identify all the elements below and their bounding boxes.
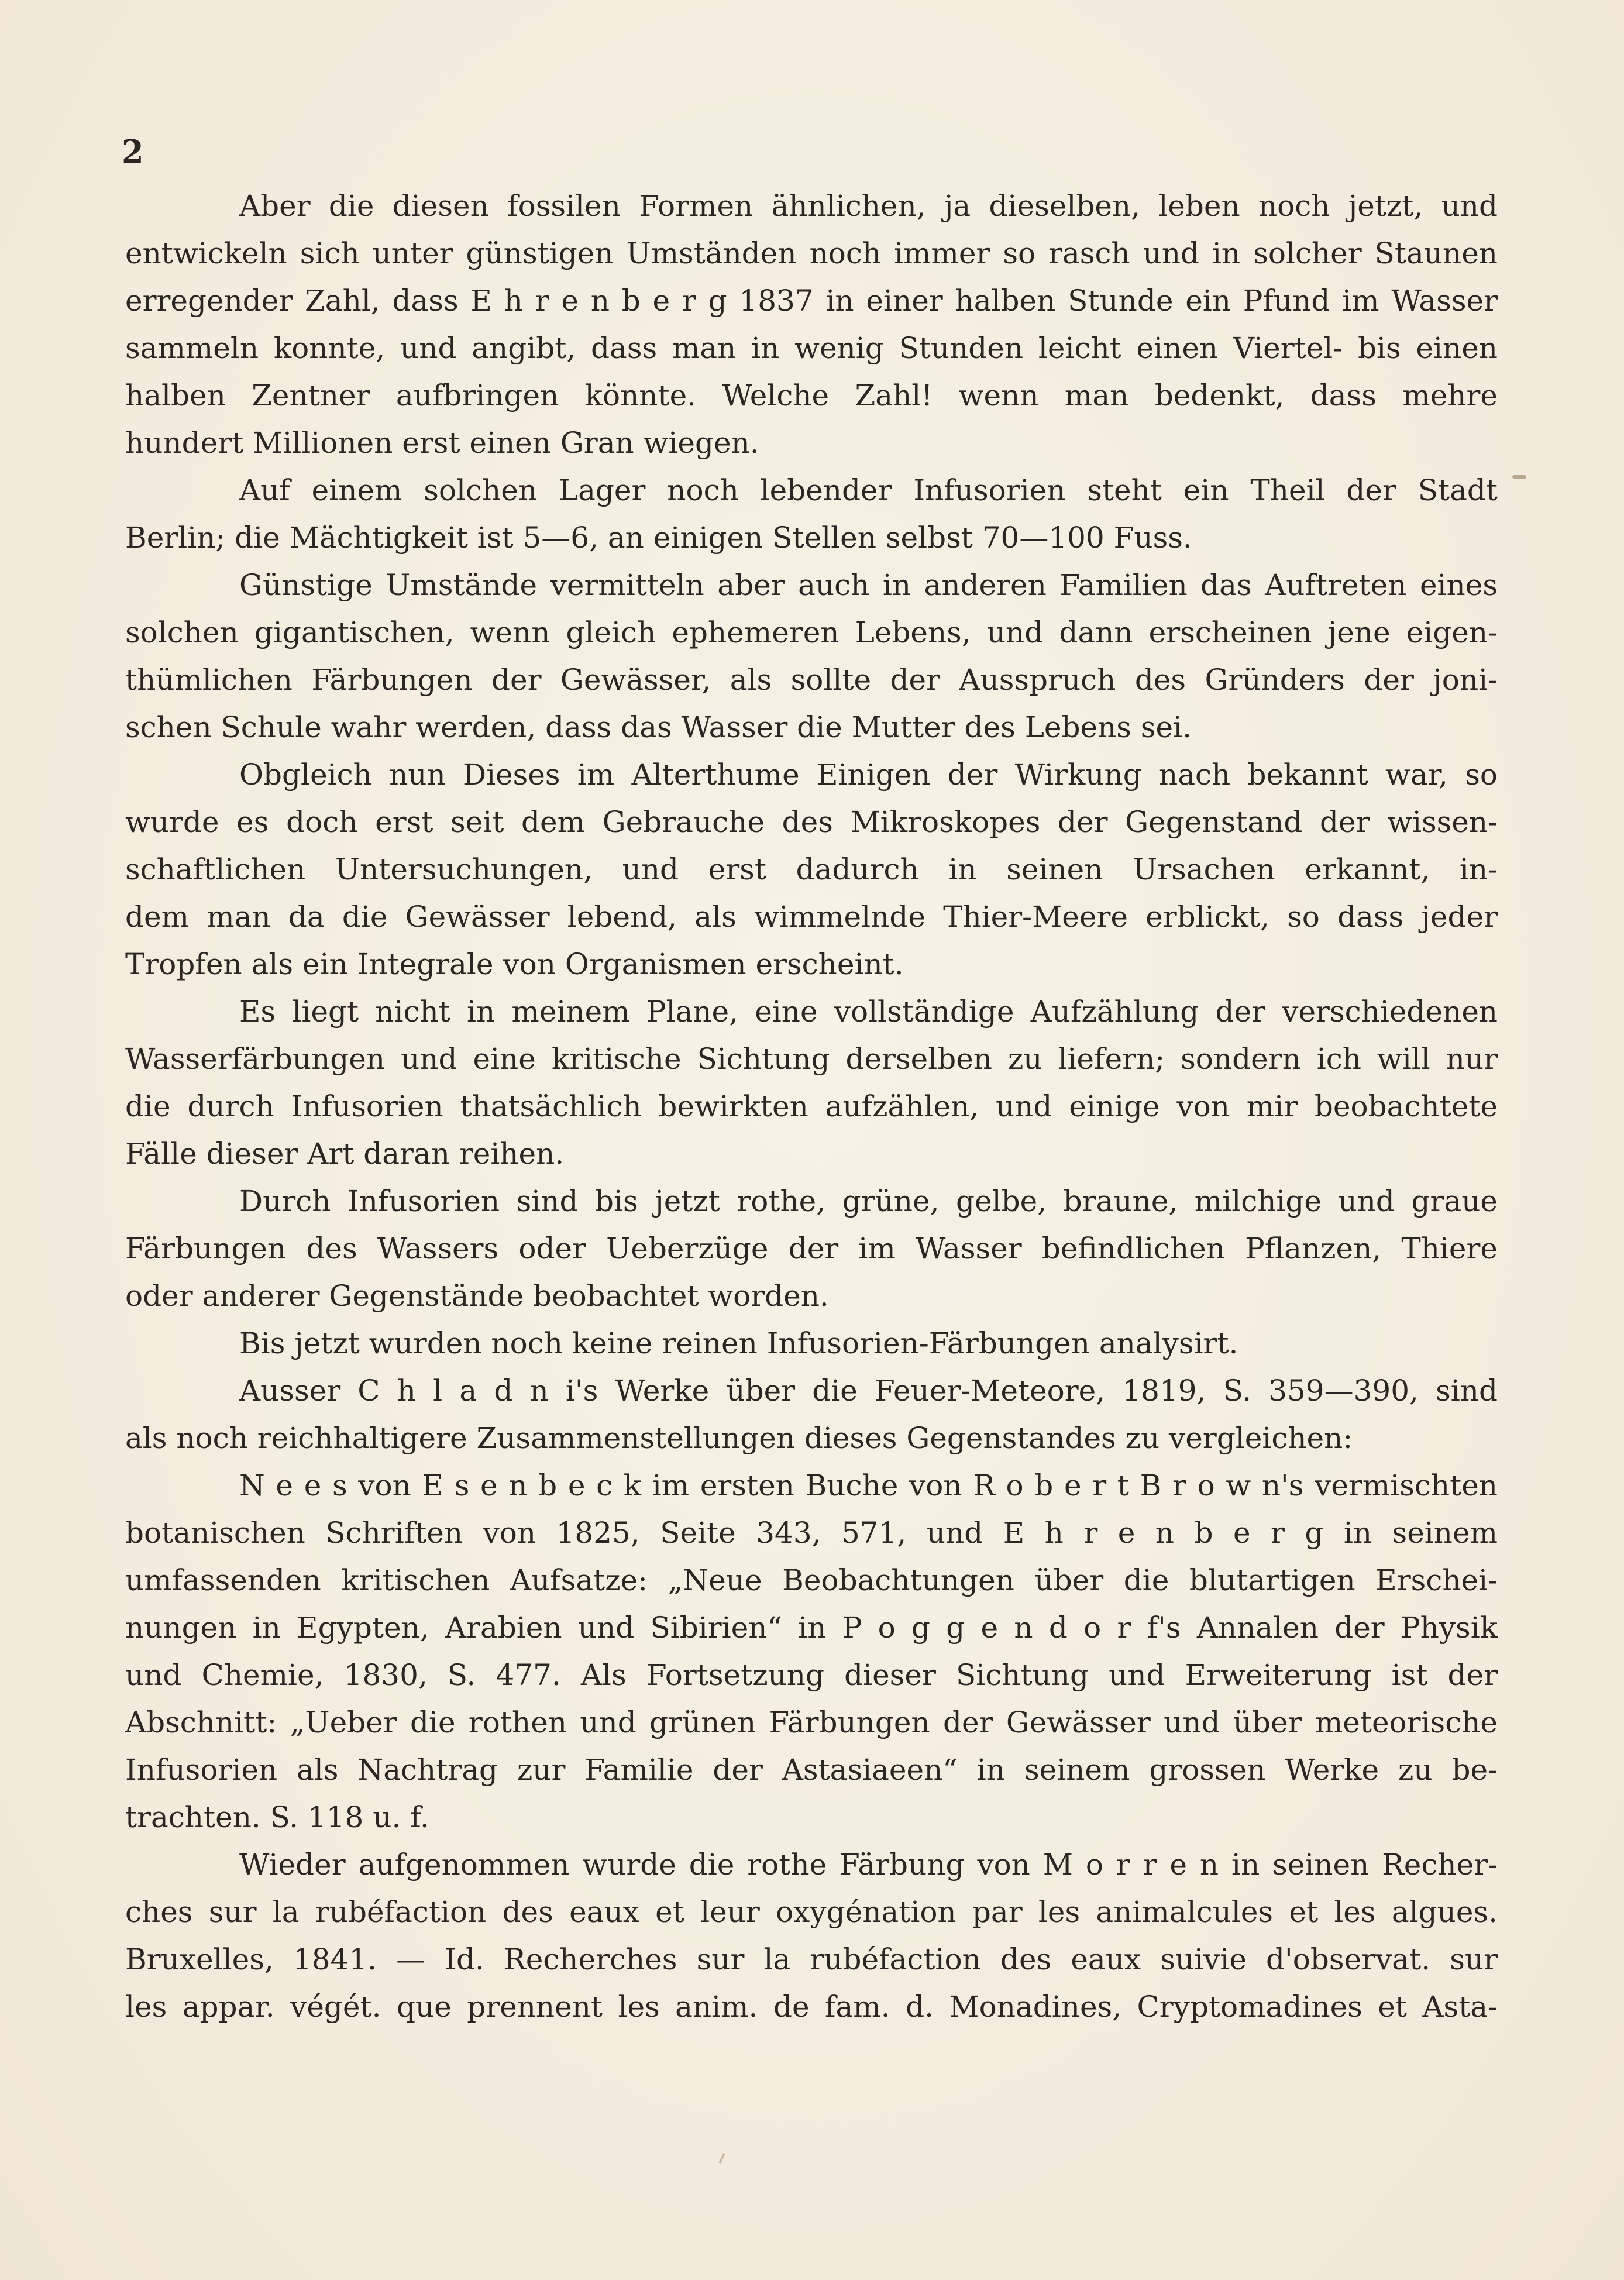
text-line: botanischen Schriften von 1825, Seite 343, 571, und E h r e n b e r g in seinem (125, 1516, 1498, 1550)
text-line: erregender Zahl, dass E h r e n b e r g 1837 in einer halben Stunde ein Pfund im Wasser (125, 284, 1498, 318)
text-line: sammeln konnte, und angibt, dass man in wenig Stunden leicht einen Viertel- bis einen (125, 331, 1498, 365)
text-line: die durch Infusorien thatsächlich bewirkten aufzählen, und einige von mir beobachtete (125, 1089, 1498, 1123)
text-line: umfassenden kritischen Aufsatze: „Neue Beobachtungen über die blutartigen Erschei- (125, 1563, 1498, 1597)
text-line: Berlin; die Mächtigkeit ist 5—6, an einigen Stellen selbst 70—100 Fuss. (125, 521, 1192, 555)
margin-mark (1512, 475, 1526, 479)
text-line: solchen gigantischen, wenn gleich ephemeren Lebens, und dann erscheinen jene eigen- (125, 615, 1498, 649)
text-line: N e e s von E s e n b e c k im ersten Buche von R o b e r t B r o w n's vermischten (239, 1469, 1498, 1502)
text-line: Es liegt nicht in meinem Plane, eine vollständige Aufzählung der verschiedenen (239, 995, 1498, 1029)
text-line: Bis jetzt wurden noch keine reinen Infusorien-Färbungen analysirt. (239, 1326, 1238, 1360)
text-line: als noch reichhaltigere Zusammenstellungen dieses Gegenstandes zu vergleichen: (125, 1421, 1353, 1455)
text-line: und Chemie, 1830, S. 477. Als Fortsetzung dieser Sichtung und Erweiterung ist der (125, 1658, 1498, 1692)
text-line: thümlichen Färbungen der Gewässer, als sollte der Ausspruch des Gründers der joni- (125, 663, 1498, 697)
text-line: nungen in Egypten, Arabien und Sibirien“ in P o g g e n d o r f's Annalen der Physik (125, 1611, 1498, 1645)
text-line: trachten. S. 118 u. f. (125, 1800, 429, 1834)
text-line: Wieder aufgenommen wurde die rothe Färbung von M o r r e n in seinen Recher- (239, 1848, 1498, 1882)
text-line: les appar. végét. que prennent les anim. de fam. d. Monadines, Cryptomadines et Asta- (125, 1990, 1498, 2024)
text-line: entwickeln sich unter günstigen Umständen noch immer so rasch und in solcher Staunen (125, 236, 1498, 270)
text-line: ches sur la rubéfaction des eaux et leur oxygénation par les animalcules et les algues. (125, 1895, 1498, 1929)
text-line: Wasserfärbungen und eine kritische Sichtung derselben zu liefern; sondern ich will nur (125, 1042, 1498, 1076)
text-line: Fälle dieser Art daran reihen. (125, 1137, 565, 1171)
text-line: Durch Infusorien sind bis jetzt rothe, grüne, gelbe, braune, milchige und graue (239, 1184, 1498, 1218)
text-line: Auf einem solchen Lager noch lebender Infusorien steht ein Theil der Stadt (239, 473, 1498, 507)
text-line: Aber die diesen fossilen Formen ähnlichen, ja dieselben, leben noch jetzt, und (239, 189, 1498, 223)
page-number: 2 (122, 133, 144, 170)
text-line: Obgleich nun Dieses im Alterthume Einigen der Wirkung nach bekannt war, so (239, 758, 1498, 792)
text-line: hundert Millionen erst einen Gran wiegen. (125, 426, 759, 460)
text-line: Infusorien als Nachtrag zur Familie der Astasiaeen“ in seinem grossen Werke zu be- (125, 1753, 1498, 1787)
text-line: halben Zentner aufbringen könnte. Welche Zahl! wenn man bedenkt, dass mehre (125, 379, 1498, 412)
paper-speck (718, 2153, 725, 2164)
text-line: dem man da die Gewässer lebend, als wimmelnde Thier-Meere erblickt, so dass jeder (125, 900, 1498, 934)
text-line: Günstige Umstände vermitteln aber auch in anderen Familien das Auftreten eines (239, 568, 1498, 602)
text-line: oder anderer Gegenstände beobachtet worden. (125, 1279, 829, 1313)
text-line: schen Schule wahr werden, dass das Wasser die Mutter des Lebens sei. (125, 710, 1192, 744)
text-line: Abschnitt: „Ueber die rothen und grünen Färbungen der Gewässer und über meteorische (125, 1705, 1498, 1739)
text-line: Tropfen als ein Integrale von Organismen erscheint. (125, 947, 904, 981)
text-line: schaftlichen Untersuchungen, und erst dadurch in seinen Ursachen erkannt, in- (125, 852, 1498, 886)
text-line: Bruxelles, 1841. — Id. Recherches sur la rubéfaction des eaux suivie d'observat. sur (125, 1942, 1498, 1976)
text-line: Ausser C h l a d n i's Werke über die Feuer-Meteore, 1819, S. 359—390, sind (239, 1374, 1498, 1408)
text-line: Färbungen des Wassers oder Ueberzüge der im Wasser befindlichen Pflanzen, Thiere (125, 1232, 1498, 1265)
text-line: wurde es doch erst seit dem Gebrauche des Mikroskopes der Gegenstand der wissen- (125, 805, 1498, 839)
body-text (125, 183, 1498, 2031)
